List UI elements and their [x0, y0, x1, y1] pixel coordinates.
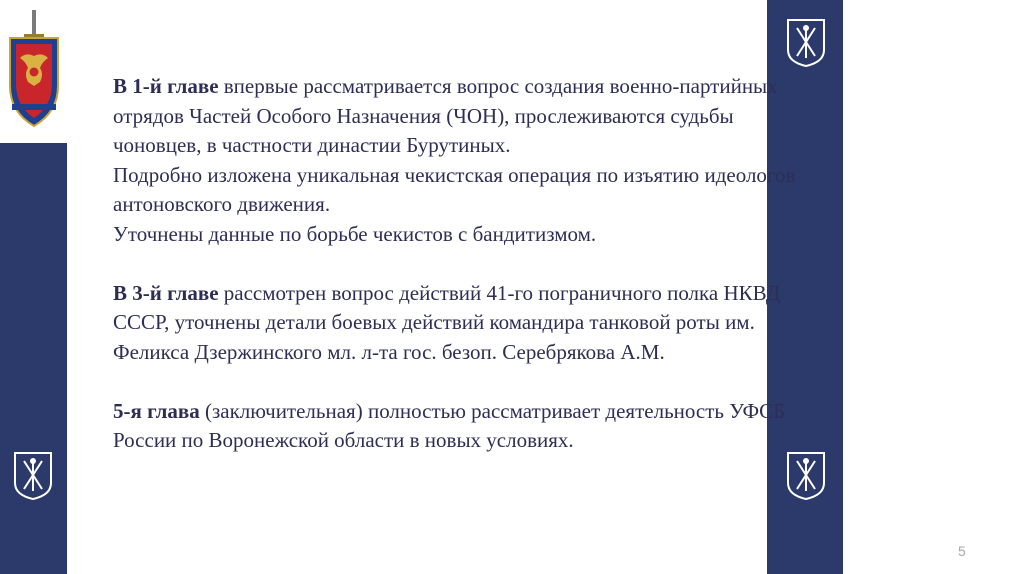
chapter-3-heading: В 3-й главе — [113, 280, 219, 305]
chapter-5-line-1: 5-я глава (заключительная) полностью рассматривает деятельность УФСБ — [113, 398, 786, 423]
keys-shield-icon — [13, 451, 53, 499]
chapter-1-line-2: отрядов Частей Особого Назначения (ЧОН), прослеживаются судьбы — [113, 103, 734, 128]
emblem-panel — [0, 0, 67, 143]
chapter-1-line-5: антоновского движения. — [113, 192, 331, 216]
chapter-5-line-2: России по Воронежской области в новых условиях. — [113, 428, 574, 452]
chapter-1-heading: В 1-й главе — [113, 74, 219, 98]
chapter-1-line-6: Уточнены данные по борьбе чекистов с бандитизмом. — [113, 221, 597, 246]
fsb-emblem-icon — [4, 8, 64, 136]
keys-shield-icon — [786, 18, 826, 66]
keys-shield-icon — [786, 451, 826, 499]
slide-body-text — [113, 72, 973, 456]
chapter-3-line-3: Феликса Дзержинского мл. л-та гос. безоп. Серебрякова А.М. — [113, 339, 665, 364]
chapter-1-line-1: В 1-й главе впервые рассматривается вопрос создания военно-партийных — [113, 74, 778, 98]
page-number: 5 — [958, 543, 966, 559]
chapter-3-line-2: СССР, уточнены детали боевых действий командира танковой роты им. — [113, 310, 755, 334]
chapter-3-line-1: В 3-й главе рассмотрен вопрос действий 41-го пограничного полка НКВД — [113, 280, 781, 305]
chapter-5-heading: 5-я глава — [113, 398, 200, 423]
chapter-1-line-4: Подробно изложена уникальная чекистская операция по изъятию идеологов — [113, 162, 796, 187]
chapter-1-line-3: чоновцев, в частности династии Бурутиных. — [113, 133, 511, 157]
